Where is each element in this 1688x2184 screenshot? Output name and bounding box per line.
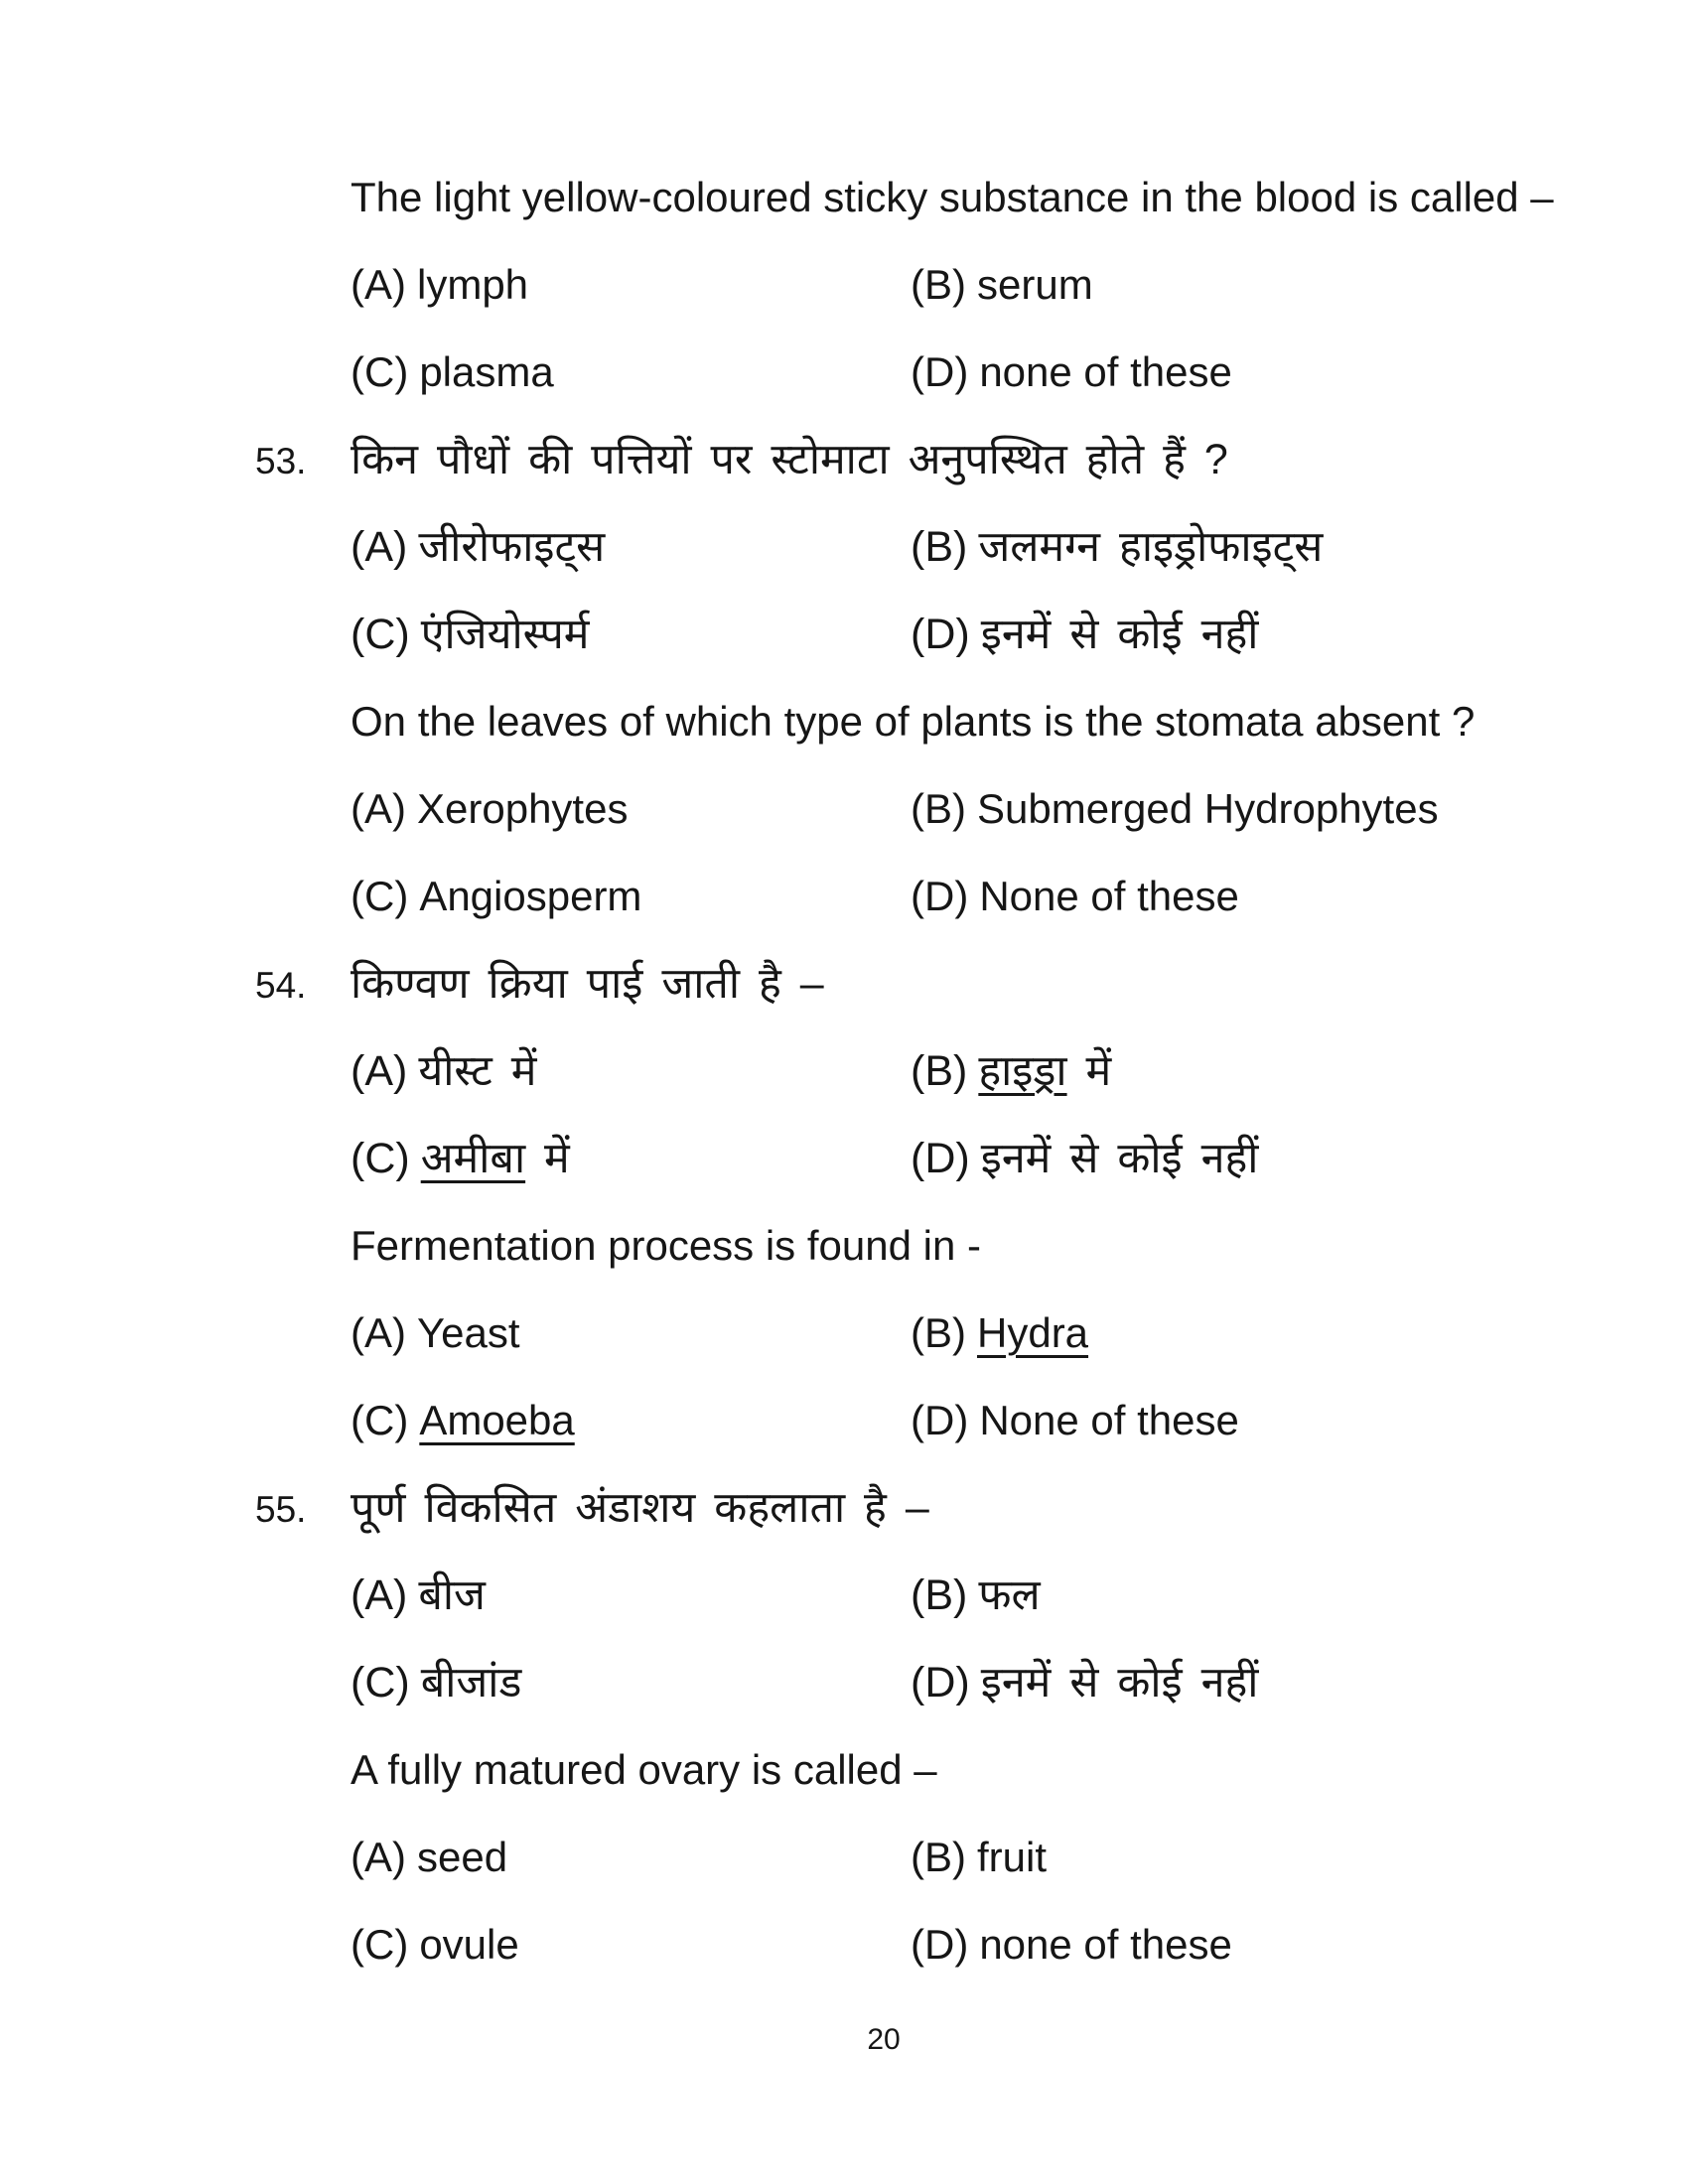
option-c: [351, 1394, 575, 1448]
option-c: [351, 1132, 570, 1187]
options-line: [0, 608, 1688, 695]
option-a: [351, 1044, 536, 1100]
options-line: [0, 345, 1688, 433]
option-text: जीरोफाइट्स: [418, 523, 606, 571]
option-d: [911, 608, 1258, 663]
option-c: [351, 345, 554, 400]
option-c: [351, 870, 641, 924]
option-d: [911, 1394, 1239, 1448]
option-text: serum: [977, 261, 1093, 308]
question-block-55: [0, 1481, 1688, 2005]
option-label: (D): [911, 873, 969, 919]
option-text: seed: [417, 1834, 508, 1880]
option-a: [351, 258, 528, 313]
option-b: [911, 1831, 1047, 1885]
options-line: [0, 782, 1688, 870]
option-text-underlined: अमीबा: [420, 1135, 526, 1182]
question-text-english: On the leaves of which type of plants is the stomata absent ?: [351, 698, 1476, 745]
question-line: [0, 1743, 1688, 1831]
option-label: (B): [911, 1834, 966, 1880]
question-line: [0, 1219, 1688, 1306]
option-text-underlined: हाइड्रा: [978, 1047, 1067, 1095]
option-a: [351, 1306, 520, 1361]
option-text-rest: में: [525, 1135, 570, 1182]
option-label: (D): [911, 1135, 970, 1182]
option-text: ovule: [419, 1921, 519, 1968]
option-label: (A): [351, 261, 406, 308]
option-b: [911, 1044, 1111, 1100]
option-d: [911, 1132, 1258, 1187]
option-c: [351, 608, 589, 663]
option-text: lymph: [417, 261, 529, 308]
option-text: एंजियोस्पर्म: [420, 611, 590, 658]
option-d: [911, 1918, 1232, 1973]
option-label: (C): [351, 1921, 409, 1968]
question-number: 54.: [255, 965, 307, 1006]
option-label: (A): [351, 1309, 406, 1356]
option-text: फल: [978, 1571, 1041, 1619]
option-label: (D): [911, 611, 970, 658]
option-label: (D): [911, 1921, 969, 1968]
option-d: [911, 345, 1232, 400]
question-line: [0, 433, 1688, 520]
option-c: [351, 1656, 521, 1711]
option-text: Angiosperm: [419, 873, 642, 919]
question-text-english: A fully matured ovary is called –: [351, 1746, 937, 1793]
option-text: इनमें से कोई नहीं: [980, 1135, 1259, 1182]
option-label: (B): [911, 1047, 968, 1095]
option-label: (C): [351, 611, 410, 658]
question-number: 53.: [255, 441, 307, 481]
option-label: (B): [911, 1571, 968, 1619]
option-label: (A): [351, 1047, 408, 1095]
option-label: (A): [351, 523, 408, 571]
option-label: (D): [911, 348, 969, 395]
options-line: [0, 870, 1688, 957]
option-text: जलमग्न हाइड्रोफाइट्स: [978, 523, 1324, 571]
option-label: (C): [351, 1397, 409, 1443]
option-a: [351, 782, 628, 837]
options-line: [0, 258, 1688, 345]
option-label: (C): [351, 1135, 410, 1182]
options-line: [0, 1394, 1688, 1481]
option-b: [911, 782, 1439, 837]
option-a: [351, 1831, 507, 1885]
option-text: none of these: [979, 348, 1232, 395]
option-a: [351, 520, 605, 576]
option-d: [911, 870, 1239, 924]
question-text-english: Fermentation process is found in -: [351, 1222, 981, 1269]
option-label: (C): [351, 1659, 410, 1706]
option-label: (B): [911, 785, 966, 832]
option-label: (C): [351, 873, 409, 919]
question-text-hindi: किन पौधों की पत्तियों पर स्टोमाटा अनुपस्थित होते हैं ?: [351, 436, 1228, 483]
options-line: [0, 1569, 1688, 1656]
option-b: [911, 1306, 1088, 1361]
option-text: इनमें से कोई नहीं: [980, 611, 1259, 658]
option-label: (A): [351, 785, 406, 832]
option-label: (B): [911, 523, 968, 571]
option-a: [351, 1569, 486, 1624]
option-text: plasma: [419, 348, 554, 395]
option-label: (B): [911, 261, 966, 308]
option-label: (D): [911, 1397, 969, 1443]
question-block-54: [0, 957, 1688, 1481]
question-number: 55.: [255, 1489, 307, 1530]
option-text-underlined: Amoeba: [419, 1397, 575, 1443]
option-text: बीज: [418, 1571, 486, 1619]
option-text: इनमें से कोई नहीं: [980, 1659, 1259, 1706]
option-text: बीजांड: [420, 1659, 522, 1706]
option-label: (B): [911, 1309, 966, 1356]
question-text-hindi: किण्वण क्रिया पाई जाती है –: [351, 960, 824, 1008]
option-label: (A): [351, 1834, 406, 1880]
options-line: [0, 1132, 1688, 1219]
option-text: None of these: [979, 873, 1239, 919]
option-text: Xerophytes: [417, 785, 629, 832]
options-line: [0, 520, 1688, 608]
question-block-53: [0, 433, 1688, 957]
option-d: [911, 1656, 1258, 1711]
options-line: [0, 1831, 1688, 1918]
question-line: [0, 1481, 1688, 1569]
question-line: [0, 957, 1688, 1044]
option-text: None of these: [979, 1397, 1239, 1443]
option-text: Yeast: [417, 1309, 520, 1356]
options-line: [0, 1918, 1688, 2005]
option-text: यीस्ट में: [418, 1047, 537, 1095]
option-text-rest: में: [1066, 1047, 1112, 1095]
option-label: (C): [351, 348, 409, 395]
option-b: [911, 258, 1093, 313]
option-text-underlined: Hydra: [977, 1309, 1089, 1356]
options-line: [0, 1306, 1688, 1394]
question-line: [0, 695, 1688, 782]
option-c: [351, 1918, 519, 1973]
options-line: [0, 1044, 1688, 1132]
question-text-english: The light yellow-coloured sticky substance in the blood is called –: [351, 174, 1554, 220]
option-text: none of these: [979, 1921, 1232, 1968]
option-label: (A): [351, 1571, 408, 1619]
question-block-52: [0, 171, 1688, 433]
page-number: 20: [867, 2023, 901, 2056]
question-line: [0, 171, 1688, 258]
option-text: Submerged Hydrophytes: [977, 785, 1439, 832]
option-b: [911, 1569, 1041, 1624]
options-line: [0, 1656, 1688, 1743]
question-text-hindi: पूर्ण विकसित अंडाशय कहलाता है –: [351, 1484, 929, 1532]
option-b: [911, 520, 1323, 576]
option-text: fruit: [977, 1834, 1048, 1880]
option-label: (D): [911, 1659, 970, 1706]
